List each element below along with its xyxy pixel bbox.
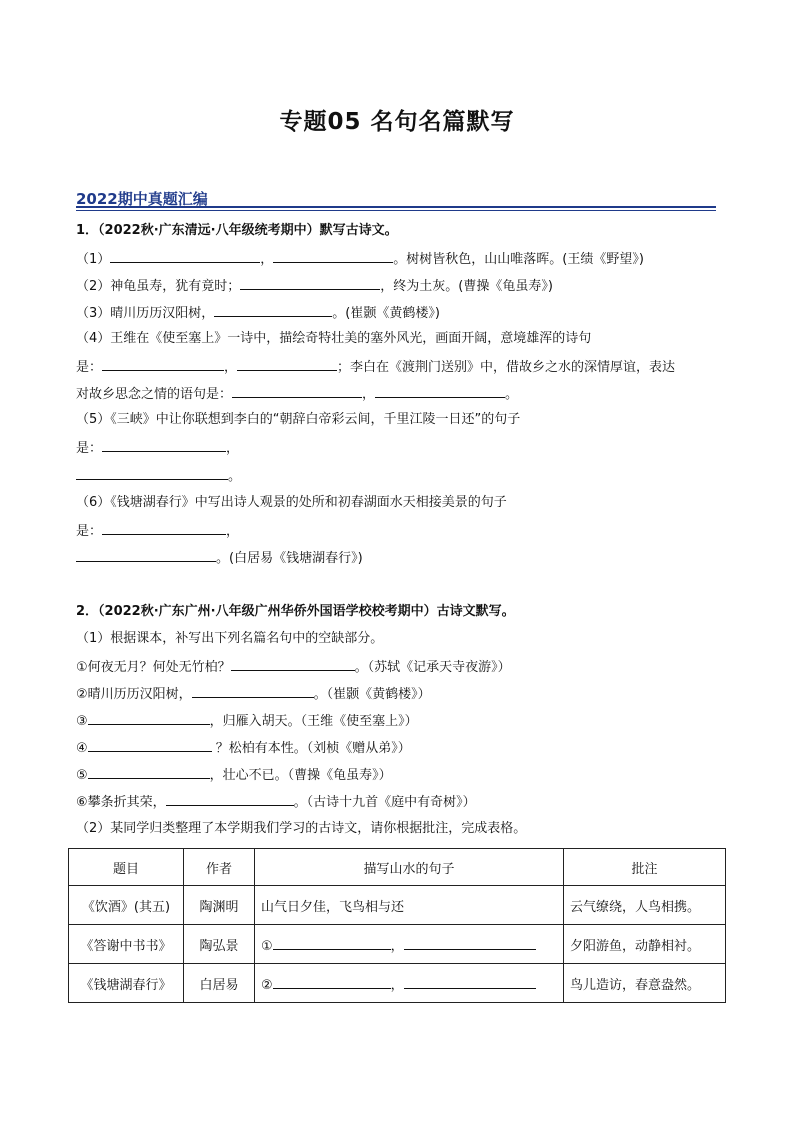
table-header: 题目 xyxy=(69,849,184,886)
q1-item-1-pre: （1） xyxy=(76,252,111,267)
table-cell-title: 《答谢中书书》 xyxy=(69,925,184,964)
poetry-table xyxy=(68,848,726,1003)
q1-item-1-sep: ， xyxy=(260,252,274,267)
answer-blank[interactable] xyxy=(237,357,337,371)
q1-item-4-line-2 xyxy=(76,357,675,377)
answer-blank[interactable] xyxy=(273,975,391,989)
q2-item-5 xyxy=(76,765,392,785)
answer-blank[interactable] xyxy=(76,548,216,562)
q1-item-6-line-2 xyxy=(76,521,239,541)
question-1-header: 1．（2022秋·广东清远·八年级统考期中）默写古诗文。 xyxy=(76,223,398,238)
q2-item-6-pre: ⑥攀条折其荣， xyxy=(76,795,166,810)
table-cell-line: 山气日夕佳，飞鸟相与还 xyxy=(255,886,564,925)
q1-item-3-pre: （3）晴川历历汉阳树， xyxy=(76,306,215,321)
answer-blank[interactable] xyxy=(273,249,393,263)
section-heading: 2022期中真题汇编 xyxy=(76,190,208,208)
q1-item-5-pre: 是： xyxy=(76,441,103,456)
q1-item-2 xyxy=(76,276,553,296)
table-row xyxy=(69,964,726,1003)
q2-item-4-post: ？松柏有本性。（刘桢《赠从弟》） xyxy=(211,741,411,756)
q1-item-4-end: 。 xyxy=(505,387,519,402)
table-cell-line xyxy=(255,925,564,964)
q2-item-2-pre: ②晴川历历汉阳树， xyxy=(76,687,192,702)
q1-item-4-line-3-text: 对故乡思念之情的语句是： xyxy=(76,387,233,402)
q1-item-4-sep2: ， xyxy=(362,387,376,402)
question-2-header: 2．（2022秋·广东广州·八年级广州华侨外国语学校校考期中）古诗文默写。 xyxy=(76,604,515,619)
q2-item-1-post: 。（苏轼《记承天寺夜游》） xyxy=(354,660,511,675)
q2-item-5-post: ，壮心不已。（曹操《龟虽寿》） xyxy=(209,768,392,783)
answer-blank[interactable] xyxy=(102,438,226,452)
q2-part-2: （2）某同学归类整理了本学期我们学习的古诗文，请你根据批注，完成表格。 xyxy=(76,821,527,836)
q1-item-4-line-3 xyxy=(76,384,518,404)
table-cell-line-prefix: ① xyxy=(261,938,273,954)
answer-blank[interactable] xyxy=(88,765,210,779)
q1-item-4-pre: 是： xyxy=(76,360,103,375)
answer-blank[interactable] xyxy=(231,657,355,671)
answer-blank[interactable] xyxy=(240,276,380,290)
table-cell-line-sep: ， xyxy=(390,938,404,954)
q1-item-5-line-1: （5）《三峡》中让你联想到李白的“朝辞白帝彩云间，千里江陵一日还”的句子 xyxy=(76,412,521,427)
table-cell-title: 《饮酒》(其五) xyxy=(69,886,184,925)
answer-blank[interactable] xyxy=(404,975,536,989)
q1-item-6-pre: 是： xyxy=(76,524,103,539)
table-header: 作者 xyxy=(184,849,255,886)
q2-intro: （1）根据课本，补写出下列名篇名句中的空缺部分。 xyxy=(76,631,384,646)
q1-item-2-pre: （2）神龟虽寿，犹有竟时； xyxy=(76,279,241,294)
q2-item-4-pre: ④ xyxy=(76,741,88,756)
q2-item-1 xyxy=(76,657,511,677)
table-row xyxy=(69,925,726,964)
q1-item-5-line-3 xyxy=(76,466,241,486)
q1-item-6-sep: ， xyxy=(226,524,240,539)
q2-item-3 xyxy=(76,711,418,731)
q2-item-4 xyxy=(76,738,411,758)
table-cell-note: 鸟儿造访，春意盎然。 xyxy=(564,964,726,1003)
q1-item-3-post: 。(崔颢《黄鹤楼》) xyxy=(332,306,440,321)
q1-item-4-line-1: （4）王维在《使至塞上》一诗中，描绘奇特壮美的塞外风光，画面开阔，意境雄浑的诗句 xyxy=(76,331,592,346)
answer-blank[interactable] xyxy=(88,738,212,752)
answer-blank[interactable] xyxy=(88,711,210,725)
q2-item-6 xyxy=(76,792,476,812)
answer-blank[interactable] xyxy=(375,384,505,398)
page-title: 专题05 名句名篇默写 xyxy=(279,109,515,135)
q2-item-5-pre: ⑤ xyxy=(76,768,88,783)
q2-item-2 xyxy=(76,684,431,704)
q2-item-3-post: ，归雁入胡天。（王维《使至塞上》） xyxy=(209,714,418,729)
q1-item-4-mid: ；李白在《渡荆门送别》中，借故乡之水的深情厚谊，表达 xyxy=(337,360,676,375)
table-row xyxy=(69,886,726,925)
table-header: 批注 xyxy=(564,849,726,886)
answer-blank[interactable] xyxy=(76,466,228,480)
answer-blank[interactable] xyxy=(232,384,362,398)
q1-item-1 xyxy=(76,249,644,269)
table-header: 描写山水的句子 xyxy=(255,849,564,886)
answer-blank[interactable] xyxy=(214,303,332,317)
q2-item-1-pre: ①何夜无月？何处无竹柏？ xyxy=(76,660,231,675)
answer-blank[interactable] xyxy=(102,521,226,535)
q2-item-2-post: 。（崔颢《黄鹤楼》） xyxy=(313,687,431,702)
q1-item-6-line-3 xyxy=(76,548,363,568)
q2-item-6-post: 。（古诗十九首《庭中有奇树》） xyxy=(293,795,476,810)
table-cell-note: 夕阳游鱼，动静相衬。 xyxy=(564,925,726,964)
answer-blank[interactable] xyxy=(192,684,314,698)
q1-item-3 xyxy=(76,303,440,323)
answer-blank[interactable] xyxy=(166,792,294,806)
table-cell-line-sep: ， xyxy=(390,977,404,993)
answer-blank[interactable] xyxy=(110,249,260,263)
table-cell-line xyxy=(255,964,564,1003)
table-cell-author: 白居易 xyxy=(184,964,255,1003)
q1-item-4-sep: ， xyxy=(224,360,238,375)
section-rule xyxy=(76,206,716,208)
table-cell-title: 《钱塘湖春行》 xyxy=(69,964,184,1003)
answer-blank[interactable] xyxy=(404,936,536,950)
q1-item-5-sep: ， xyxy=(226,441,240,456)
table-cell-author: 陶渊明 xyxy=(184,886,255,925)
table-cell-line-prefix: ② xyxy=(261,977,273,993)
q1-item-6-line-1: （6）《钱塘湖春行》中写出诗人观景的处所和初春湖面水天相接美景的句子 xyxy=(76,495,507,510)
q1-item-5-line-2 xyxy=(76,438,239,458)
q2-item-3-pre: ③ xyxy=(76,714,88,729)
q1-item-6-post: 。(白居易《钱塘湖春行》) xyxy=(216,551,363,566)
q1-item-2-post: ，终为土灰。(曹操《龟虽寿》) xyxy=(380,279,553,294)
q1-item-5-end: 。 xyxy=(228,469,242,484)
table-header-row xyxy=(69,849,726,886)
table-cell-author: 陶弘景 xyxy=(184,925,255,964)
answer-blank[interactable] xyxy=(102,357,224,371)
q1-item-1-post: 。树树皆秋色，山山唯落晖。(王绩《野望》) xyxy=(393,252,644,267)
table-cell-note: 云气缭绕，人鸟相携。 xyxy=(564,886,726,925)
section-rule-thin xyxy=(76,210,716,211)
answer-blank[interactable] xyxy=(273,936,391,950)
